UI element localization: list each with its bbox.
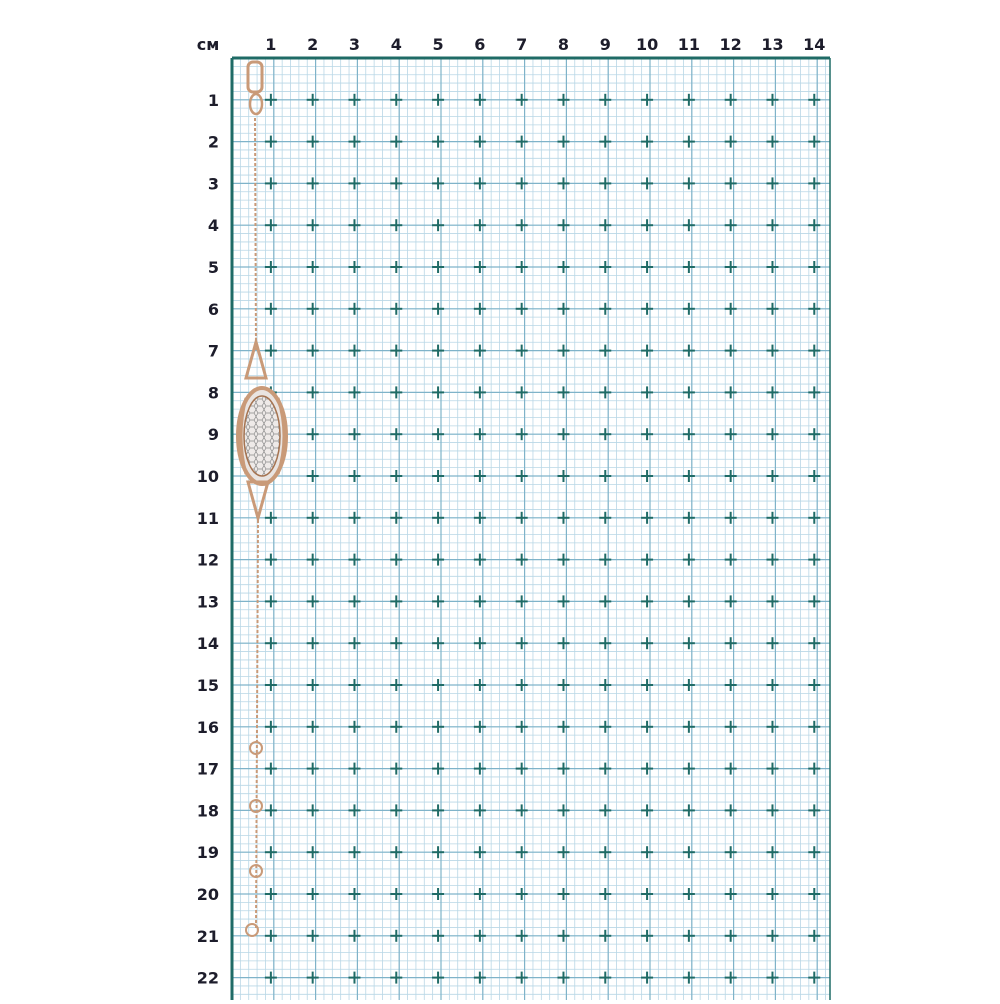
y-tick-label: 18	[196, 801, 219, 821]
ruler-axes	[232, 58, 830, 1000]
y-tick-label: 22	[196, 968, 219, 988]
y-tick-label: 1	[207, 90, 219, 110]
y-tick-label: 10	[196, 467, 219, 486]
x-tick-label: 7	[516, 35, 528, 54]
y-tick-label: 14	[196, 634, 219, 654]
y-tick-label: 2	[207, 132, 219, 152]
y-tick-label: 8	[207, 383, 219, 403]
y-tick-label: 17	[196, 759, 219, 779]
x-tick-label: 14	[803, 35, 826, 54]
grid-lines	[232, 58, 830, 1000]
x-tick-label: 3	[348, 35, 361, 54]
y-tick-label: 21	[196, 926, 219, 946]
bracelet-image	[238, 62, 286, 936]
x-tick-label: 4	[390, 35, 402, 54]
y-tick-label: 9	[207, 425, 219, 445]
x-tick-label: 11	[677, 35, 701, 54]
y-tick-label: 4	[207, 216, 219, 236]
x-tick-label: 5	[432, 35, 444, 54]
x-tick-label: 1	[265, 35, 277, 54]
x-tick-label: 8	[557, 35, 570, 54]
y-tick-label: 13	[196, 592, 219, 612]
x-tick-label: 2	[307, 35, 319, 54]
y-tick-label: 15	[196, 676, 219, 695]
x-tick-label: 6	[474, 35, 486, 54]
x-tick-label: 9	[599, 35, 611, 54]
y-tick-label: 12	[196, 550, 219, 570]
y-tick-label: 16	[196, 717, 219, 737]
x-tick-label: 13	[761, 35, 784, 54]
y-tick-label: 5	[207, 258, 219, 277]
y-tick-label: 11	[196, 508, 219, 528]
y-tick-label: 20	[196, 885, 219, 904]
clasp-ring	[250, 94, 262, 114]
x-tick-label: 10	[635, 35, 659, 54]
x-tick-label: 12	[719, 35, 742, 54]
y-tick-label: 3	[207, 174, 219, 194]
y-tick-label: 6	[207, 299, 219, 319]
chain-upper	[255, 118, 256, 350]
grid-crosses	[265, 94, 820, 984]
unit-label: см	[196, 35, 220, 54]
y-tick-label: 19	[196, 843, 219, 863]
lower-connector	[248, 482, 268, 518]
y-tick-label: 7	[207, 341, 219, 361]
honeycomb-mesh	[244, 396, 280, 476]
